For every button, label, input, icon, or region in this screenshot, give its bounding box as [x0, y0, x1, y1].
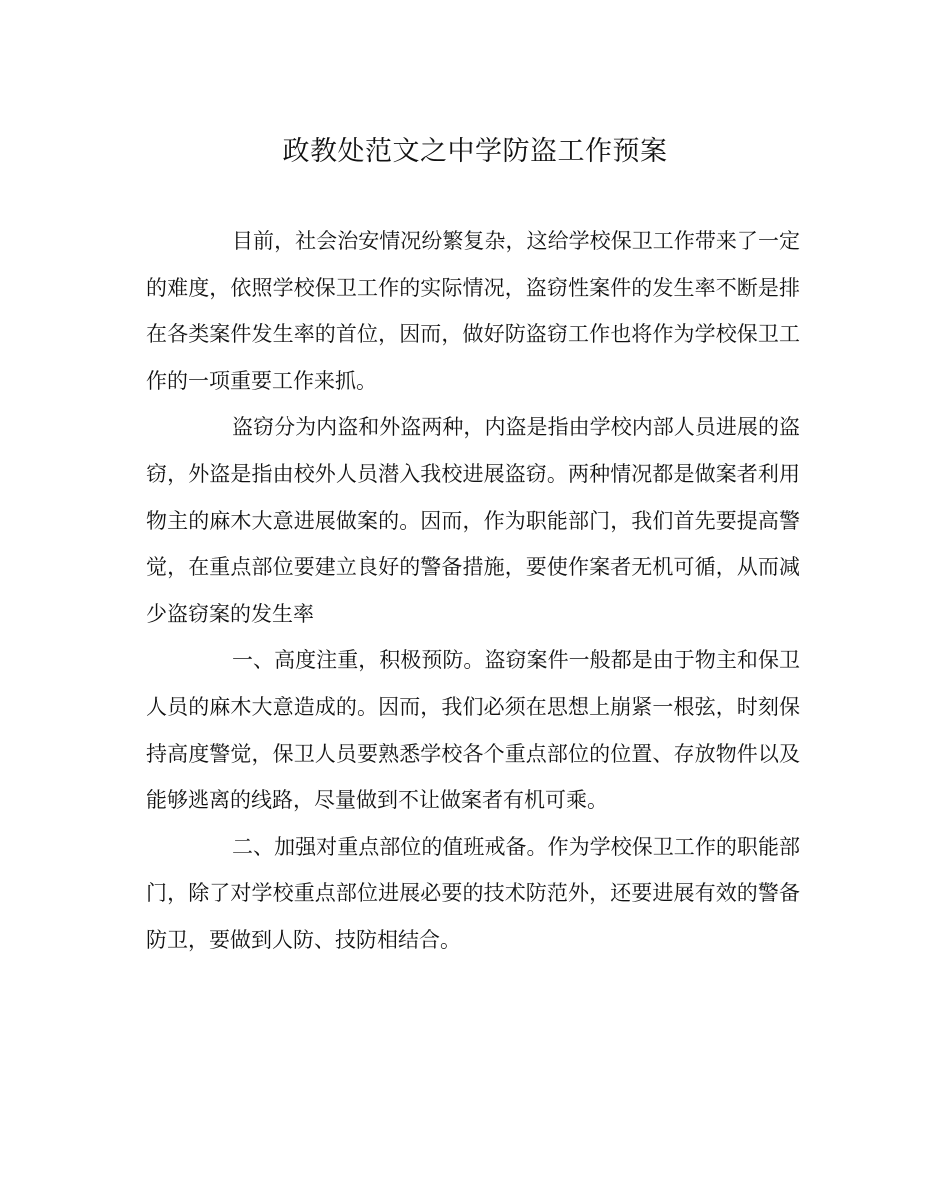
paragraph-theft-types: 盗窃分为内盗和外盗两种，内盗是指由学校内部人员进展的盗窃，外盗是指由校外人员潜入我校进展盗窃。两种情况都是做案者利用物主的麻木大意进展做案的。因而，作为职能部门，我们首先要提高警觉，在重点部位要建立良好的警备措施，要使作案者无机可循，从而减少盗窃案的发生率 — [146, 415, 800, 626]
paragraph-intro: 目前，社会治安情况纷繁复杂，这给学校保卫工作带来了一定的难度，依照学校保卫工作的实际情况，盗窃性案件的发生率不断是排在各类案件发生率的首位，因而，做好防盗窃工作也将作为学校保卫工作的一项重要工作来抓。 — [146, 229, 800, 393]
paragraph-item-one: 一、高度注重，积极预防。盗窃案件一般都是由于物主和保卫人员的麻木大意造成的。因而，我们必须在思想上崩紧一根弦，时刻保持高度警觉，保卫人员要熟悉学校各个重点部位的位置、存放物件以及能够逃离的线路，尽量做到不让做案者有机可乘。 — [146, 648, 800, 813]
paragraph-item-two: 二、加强对重点部位的值班戒备。作为学校保卫工作的职能部门，除了对学校重点部位进展必要的技术防范外，还要进展有效的警备防卫，要做到人防、技防相结合。 — [146, 834, 800, 952]
document-body — [146, 218, 800, 964]
document-title: 政教处范文之中学防盗工作预案 — [282, 136, 668, 167]
